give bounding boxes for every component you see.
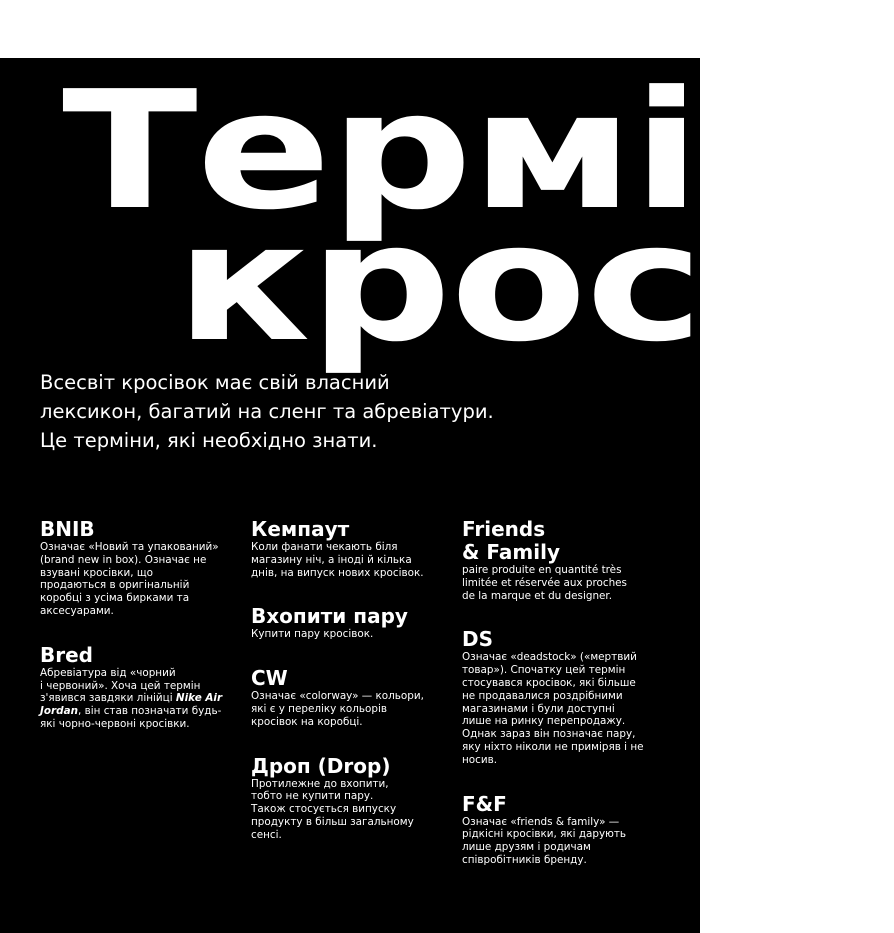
definition-line: продукту в більш загальному bbox=[251, 815, 414, 828]
term-title: Bred bbox=[40, 642, 93, 667]
definition-line: яку ніхто ніколи не приміряв і не bbox=[462, 740, 644, 753]
term-ff bbox=[462, 793, 677, 867]
definition-line: Купити пару кросівок. bbox=[251, 628, 374, 641]
term-title: CW bbox=[251, 666, 288, 691]
term-title-line: & Family bbox=[462, 540, 560, 564]
definition-line: Коли фанати чекають біля bbox=[251, 541, 398, 553]
definition-line: сенсі. bbox=[251, 828, 282, 841]
term-definition bbox=[462, 651, 677, 766]
definition-line: які чорно-червоні кросівки. bbox=[40, 717, 190, 730]
definition-line: Однак зараз він позначає пару, bbox=[462, 728, 636, 741]
term-definition bbox=[251, 541, 447, 579]
definition-line: (brand new in box). Означає не bbox=[40, 553, 207, 566]
term-drop bbox=[251, 755, 447, 842]
definition-line: Протилежне до вхопити, bbox=[251, 777, 389, 790]
definition-line: аксесуарами. bbox=[40, 604, 114, 617]
term-definition bbox=[40, 667, 240, 731]
terms-column-3 bbox=[462, 518, 677, 893]
term-definition bbox=[462, 816, 677, 867]
definition-line: співробітників бренду. bbox=[462, 853, 587, 866]
term-definition bbox=[251, 778, 447, 842]
definition-line: лише друзям і родичам bbox=[462, 841, 591, 854]
product-line-name: Nike Air bbox=[175, 692, 223, 705]
term-cw bbox=[251, 667, 447, 728]
terms-column-2 bbox=[251, 518, 447, 868]
definition-line: лише на ринку перепродажу. bbox=[462, 715, 626, 728]
term-title: Дроп (Drop) bbox=[251, 753, 391, 778]
definition-line: стосувався кросівок, які більше bbox=[462, 676, 636, 689]
definition-line: не продавалися роздрібними bbox=[462, 689, 623, 702]
poster-page bbox=[0, 57, 894, 933]
intro-line-1: Всесвіт кросівок має свій власний bbox=[40, 371, 390, 394]
definition-line: коробці з усіма бирками та bbox=[40, 592, 190, 605]
terms-column-1 bbox=[40, 518, 240, 757]
definition-line: товар»). Спочатку цей термін bbox=[462, 664, 626, 677]
definition-line: продаються в оригінальній bbox=[40, 579, 190, 592]
headline bbox=[62, 57, 894, 378]
term-definition bbox=[251, 628, 447, 641]
definition-line: магазинами і були доступні bbox=[462, 702, 615, 715]
term-bnib bbox=[40, 518, 240, 618]
term-vkhopyty-paru bbox=[251, 605, 447, 641]
term-title bbox=[462, 518, 677, 564]
definition-line: кросівок на коробці. bbox=[251, 715, 363, 728]
term-title: Вхопити пару bbox=[251, 604, 408, 629]
definition-line: paire produite en quantité très bbox=[462, 564, 622, 576]
intro-line-2: лексикон, багатий на сленг та абревіатури. bbox=[40, 400, 494, 423]
term-definition bbox=[462, 564, 677, 602]
term-kempaut bbox=[251, 518, 447, 579]
product-line-name: Jordan bbox=[40, 705, 78, 718]
definition-line: з'явився завдяки лінійці bbox=[40, 692, 176, 705]
definition-line: Означає «deadstock» («мертвий bbox=[462, 651, 637, 664]
definition-line: de la marque et du designer. bbox=[462, 589, 613, 602]
definition-line: днів, на випуск нових кросівок. bbox=[251, 566, 424, 579]
definition-line: тобто не купити пару. bbox=[251, 790, 374, 803]
definition-line: limitée et réservée aux proches bbox=[462, 576, 627, 589]
intro-text bbox=[40, 368, 690, 455]
definition-line: , він став позначати будь- bbox=[77, 705, 222, 718]
term-title: F&F bbox=[462, 791, 507, 816]
definition-line: Означає «friends & family» — bbox=[462, 815, 620, 828]
term-title: Кемпаут bbox=[251, 517, 350, 541]
definition-line: які є у переліку кольорів bbox=[251, 702, 387, 715]
headline-line-2: кросів bbox=[175, 189, 894, 378]
definition-line: магазину ніч, а іноді й кілька bbox=[251, 553, 412, 566]
definition-line: Абревіатура від «чорний bbox=[40, 666, 176, 679]
term-title-line: Friends bbox=[462, 517, 546, 541]
term-title: BNIB bbox=[40, 517, 95, 541]
definition-line: рідкісні кросівки, які дарують bbox=[462, 828, 627, 841]
term-definition bbox=[40, 541, 240, 618]
intro-line-3: Це терміни, які необхідно знати. bbox=[40, 429, 378, 452]
term-friends-and-family bbox=[462, 518, 677, 602]
definition-line: Також стосується випуску bbox=[251, 803, 397, 816]
term-bred bbox=[40, 644, 240, 731]
definition-line: носив. bbox=[462, 753, 498, 766]
headline-line-1: Термін bbox=[62, 57, 836, 246]
definition-line: взувані кросівки, що bbox=[40, 566, 154, 579]
term-ds bbox=[462, 628, 677, 766]
definition-line: Означає «Новий та упакований» bbox=[40, 541, 219, 553]
definition-line: і червоний». Хоча цей термін bbox=[40, 679, 201, 692]
term-title: DS bbox=[462, 627, 494, 652]
definition-line: Означає «colorway» — кольори, bbox=[251, 690, 424, 703]
term-definition bbox=[251, 690, 447, 728]
